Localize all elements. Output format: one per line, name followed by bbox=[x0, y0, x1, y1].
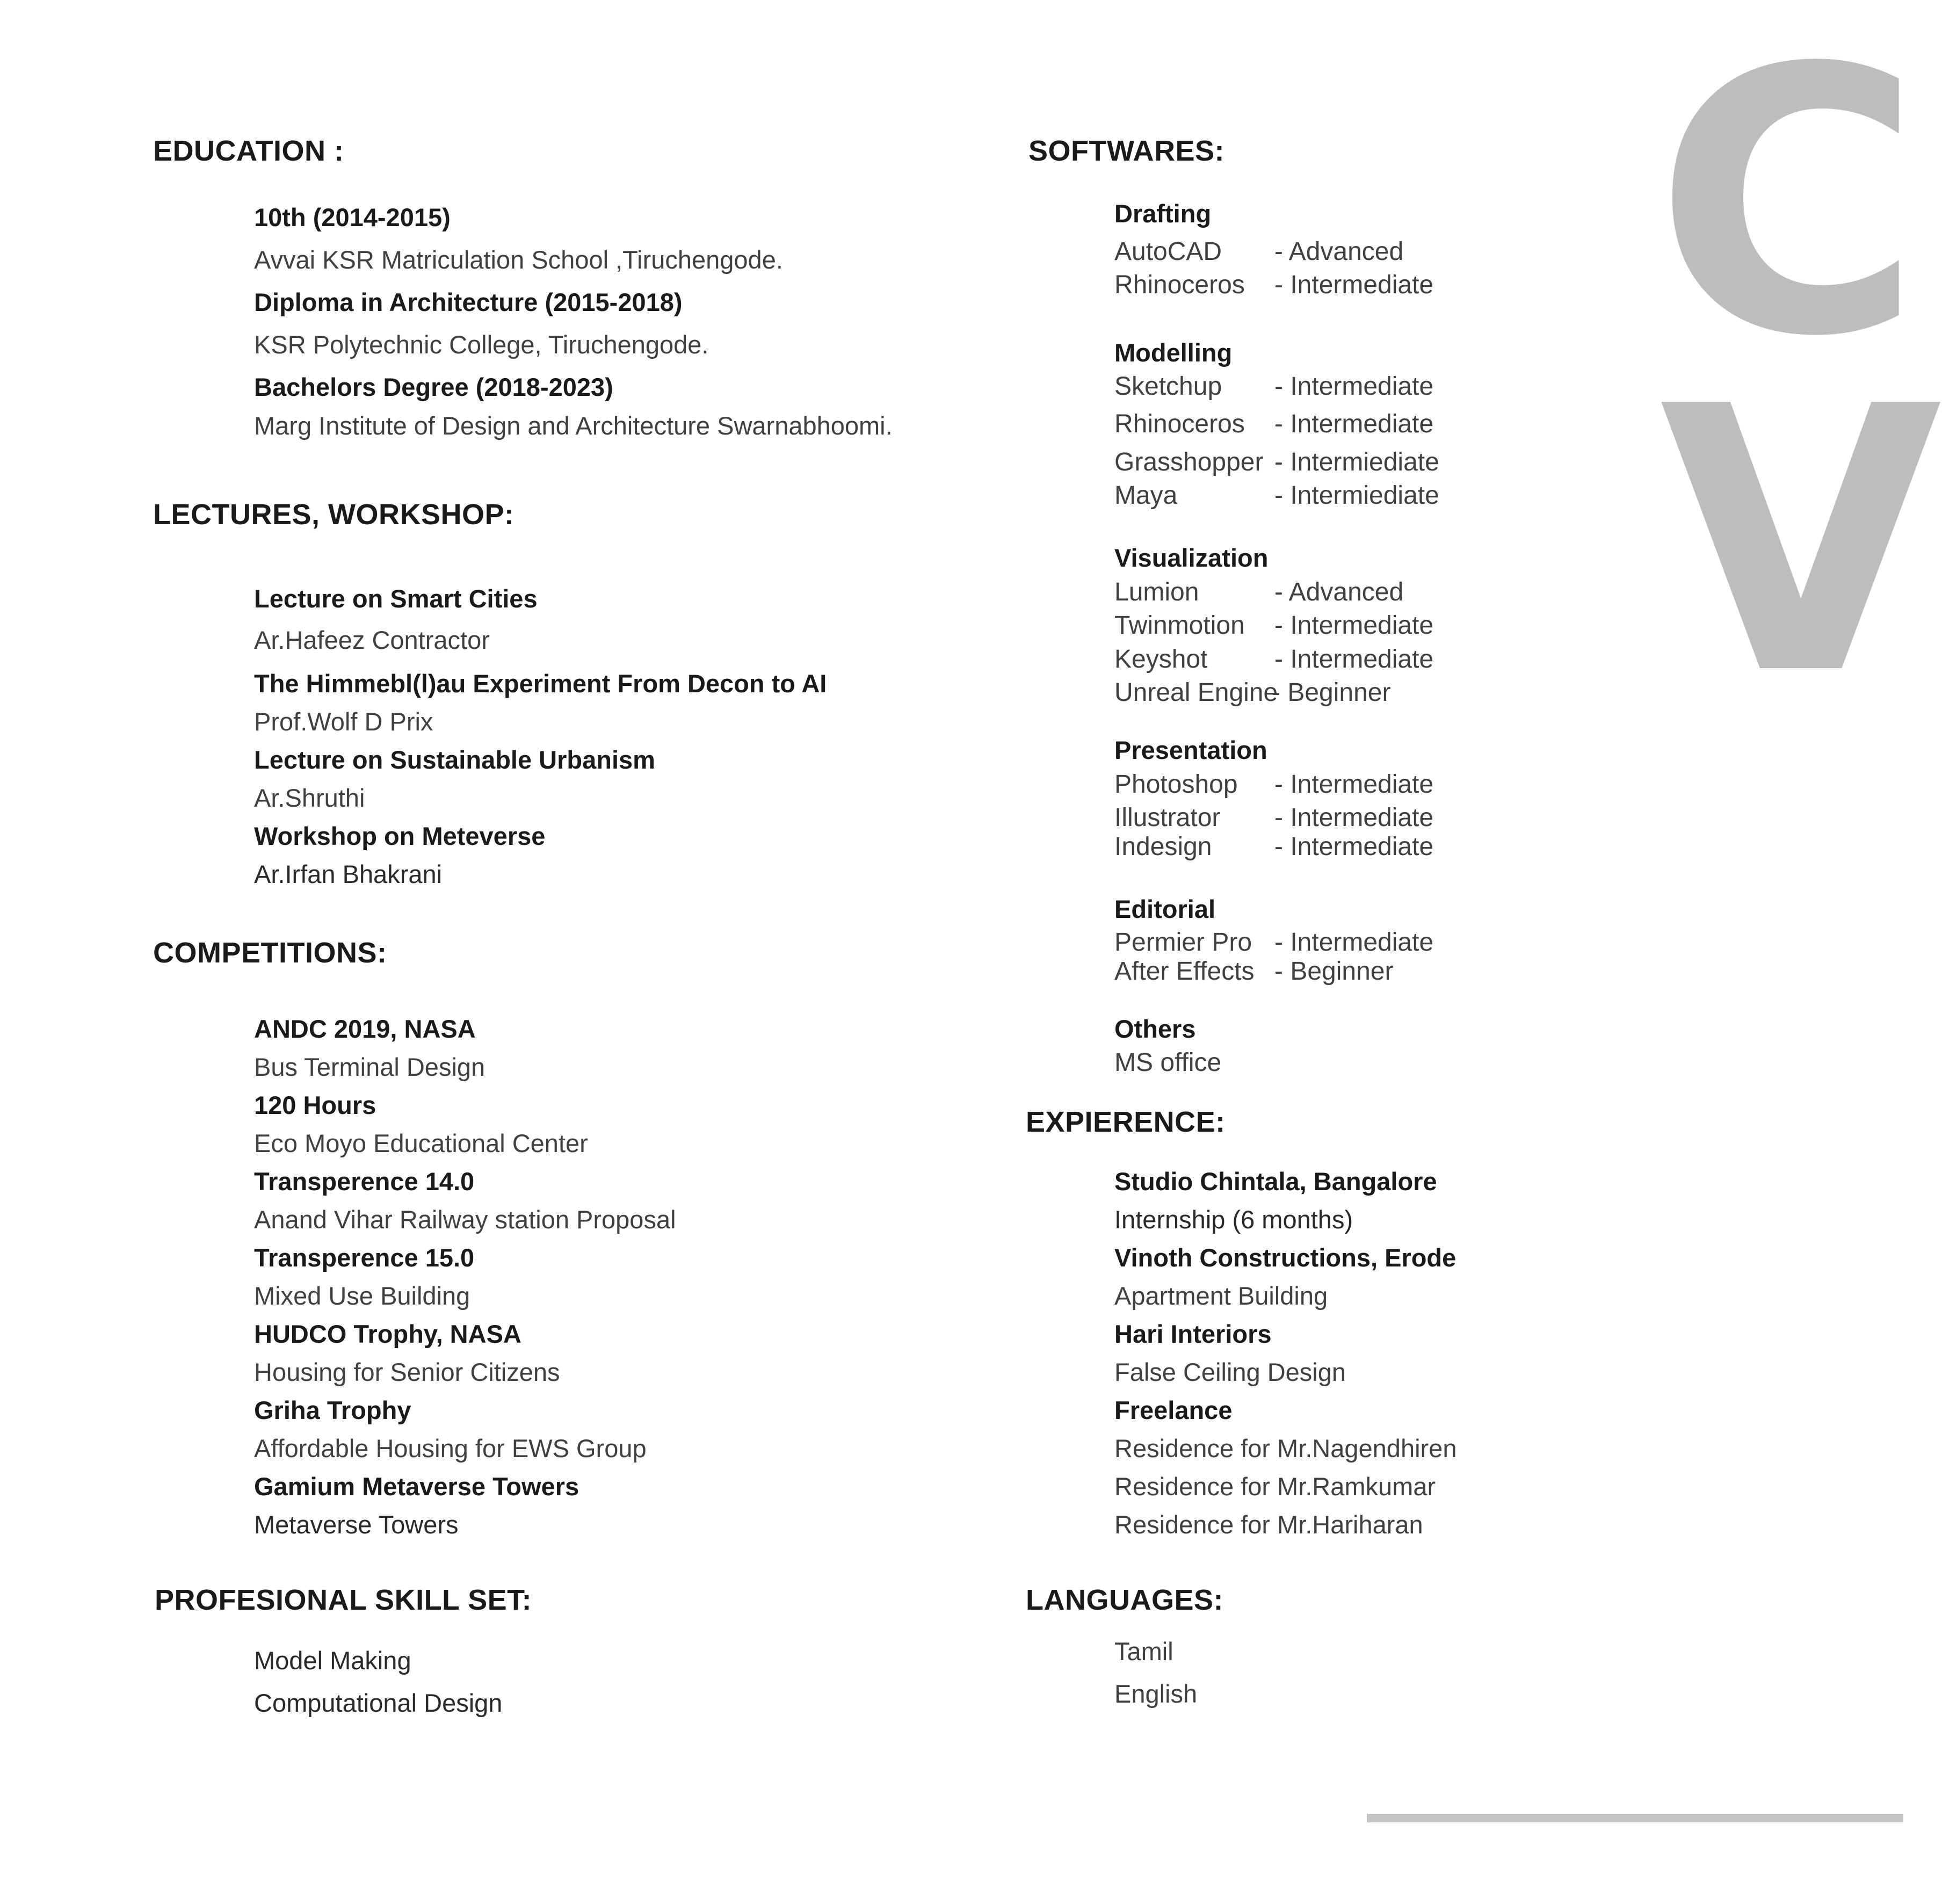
software-tool: Maya bbox=[1114, 481, 1178, 510]
competition-title-7: Gamium Metaverse Towers bbox=[254, 1472, 579, 1501]
software-tool: Indesign bbox=[1114, 832, 1212, 861]
experience-detail-3: False Ceiling Design bbox=[1114, 1358, 1346, 1386]
software-level: - Beginner bbox=[1274, 957, 1394, 986]
software-tool: Twinmotion bbox=[1114, 611, 1245, 640]
education-detail-2: KSR Polytechnic College, Tiruchengode. bbox=[254, 330, 709, 359]
experience-detail-4c: Residence for Mr.Hariharan bbox=[1114, 1510, 1423, 1539]
competition-detail-5: Housing for Senior Citizens bbox=[254, 1358, 560, 1386]
software-tool: Lumion bbox=[1114, 578, 1199, 606]
lecture-detail-2: Prof.Wolf D Prix bbox=[254, 707, 433, 736]
software-tool: Photoshop bbox=[1114, 770, 1238, 799]
education-detail-1: Avvai KSR Matriculation School ,Tiruchengode. bbox=[254, 245, 783, 274]
software-level: - Intermediate bbox=[1274, 803, 1434, 832]
software-level: - Advanced bbox=[1274, 578, 1404, 606]
cv-letter-v: V bbox=[1660, 330, 1942, 755]
competitions-heading: COMPETITIONS: bbox=[153, 937, 387, 969]
competition-title-5: HUDCO Trophy, NASA bbox=[254, 1320, 521, 1348]
software-tool: Grasshopper bbox=[1114, 448, 1264, 476]
experience-detail-1: Internship (6 months) bbox=[1114, 1205, 1353, 1234]
software-tool: Unreal Engine bbox=[1114, 678, 1278, 707]
lecture-detail-3: Ar.Shruthi bbox=[254, 784, 365, 812]
experience-detail-4b: Residence for Mr.Ramkumar bbox=[1114, 1472, 1436, 1501]
skill-item-2: Computational Design bbox=[254, 1689, 503, 1717]
cv-letter-c: C bbox=[1654, 0, 1923, 416]
language-item-2: English bbox=[1114, 1679, 1198, 1708]
experience-detail-4a: Residence for Mr.Nagendhiren bbox=[1114, 1434, 1457, 1463]
competition-title-2: 120 Hours bbox=[254, 1091, 376, 1119]
competition-title-3: Transperence 14.0 bbox=[254, 1167, 475, 1196]
language-item-1: Tamil bbox=[1114, 1637, 1173, 1666]
software-tool: Sketchup bbox=[1114, 372, 1222, 401]
softwares-heading: SOFTWARES: bbox=[1028, 135, 1224, 167]
experience-title-4: Freelance bbox=[1114, 1396, 1233, 1424]
experience-heading: EXPIERENCE: bbox=[1026, 1106, 1226, 1138]
competition-detail-3: Anand Vihar Railway station Proposal bbox=[254, 1205, 676, 1234]
software-level: - Intermediate bbox=[1274, 271, 1434, 299]
software-tool: Keyshot bbox=[1114, 645, 1208, 674]
software-tool: MS office bbox=[1114, 1048, 1222, 1077]
software-tool: After Effects bbox=[1114, 957, 1255, 986]
education-title-3: Bachelors Degree (2018-2023) bbox=[254, 373, 613, 401]
software-category-modelling: Modelling bbox=[1114, 338, 1233, 367]
footer-divider bbox=[1367, 1814, 1903, 1822]
experience-title-2: Vinoth Constructions, Erode bbox=[1114, 1243, 1456, 1272]
competition-title-1: ANDC 2019, NASA bbox=[254, 1015, 476, 1043]
software-level: - Intermiediate bbox=[1274, 448, 1439, 476]
lecture-title-4: Workshop on Meteverse bbox=[254, 822, 546, 850]
skills-heading: PROFESIONAL SKILL SET: bbox=[155, 1584, 532, 1616]
competition-detail-4: Mixed Use Building bbox=[254, 1282, 470, 1310]
software-level: - Intermediate bbox=[1274, 832, 1434, 861]
lecture-title-1: Lecture on Smart Cities bbox=[254, 584, 538, 613]
software-level: - Intermediate bbox=[1274, 410, 1434, 438]
software-category-presentation: Presentation bbox=[1114, 736, 1267, 764]
lectures-heading: LECTURES, WORKSHOP: bbox=[153, 498, 515, 531]
software-level: - Beginner bbox=[1272, 678, 1391, 707]
competition-detail-7: Metaverse Towers bbox=[254, 1510, 459, 1539]
experience-title-3: Hari Interiors bbox=[1114, 1320, 1272, 1348]
education-title-2: Diploma in Architecture (2015-2018) bbox=[254, 288, 683, 316]
software-level: - Advanced bbox=[1274, 237, 1404, 266]
languages-heading: LANGUAGES: bbox=[1026, 1584, 1223, 1616]
software-level: - Intermediate bbox=[1274, 645, 1434, 674]
software-level: - Intermediate bbox=[1274, 928, 1434, 957]
skill-item-1: Model Making bbox=[254, 1646, 411, 1675]
software-category-editorial: Editorial bbox=[1114, 895, 1216, 923]
software-level: - Intermediate bbox=[1274, 611, 1434, 640]
lecture-title-3: Lecture on Sustainable Urbanism bbox=[254, 745, 655, 774]
education-heading: EDUCATION : bbox=[153, 135, 344, 167]
software-level: - Intermediate bbox=[1274, 372, 1434, 401]
software-level: - Intermiediate bbox=[1274, 481, 1439, 510]
software-tool: Rhinoceros bbox=[1114, 410, 1245, 438]
experience-detail-2: Apartment Building bbox=[1114, 1282, 1328, 1310]
software-tool: AutoCAD bbox=[1114, 237, 1222, 266]
lecture-detail-4: Ar.Irfan Bhakrani bbox=[254, 860, 443, 888]
software-level: - Intermediate bbox=[1274, 770, 1434, 799]
software-tool: Permier Pro bbox=[1114, 928, 1252, 957]
lecture-detail-1: Ar.Hafeez Contractor bbox=[254, 626, 490, 654]
experience-title-1: Studio Chintala, Bangalore bbox=[1114, 1167, 1437, 1196]
software-tool: Rhinoceros bbox=[1114, 271, 1245, 299]
education-title-1: 10th (2014-2015) bbox=[254, 203, 451, 231]
competition-detail-1: Bus Terminal Design bbox=[254, 1053, 486, 1081]
lecture-title-2: The Himmebl(l)au Experiment From Decon to AI bbox=[254, 669, 827, 698]
competition-detail-6: Affordable Housing for EWS Group bbox=[254, 1434, 647, 1463]
software-tool: Illustrator bbox=[1114, 803, 1221, 832]
software-category-others: Others bbox=[1114, 1015, 1196, 1043]
competition-detail-2: Eco Moyo Educational Center bbox=[254, 1129, 588, 1157]
competition-title-4: Transperence 15.0 bbox=[254, 1243, 475, 1272]
competition-title-6: Griha Trophy bbox=[254, 1396, 411, 1424]
software-category-drafting: Drafting bbox=[1114, 199, 1212, 228]
education-detail-3: Marg Institute of Design and Architecture Swarnabhoomi. bbox=[254, 411, 893, 440]
software-category-visualization: Visualization bbox=[1114, 544, 1269, 572]
